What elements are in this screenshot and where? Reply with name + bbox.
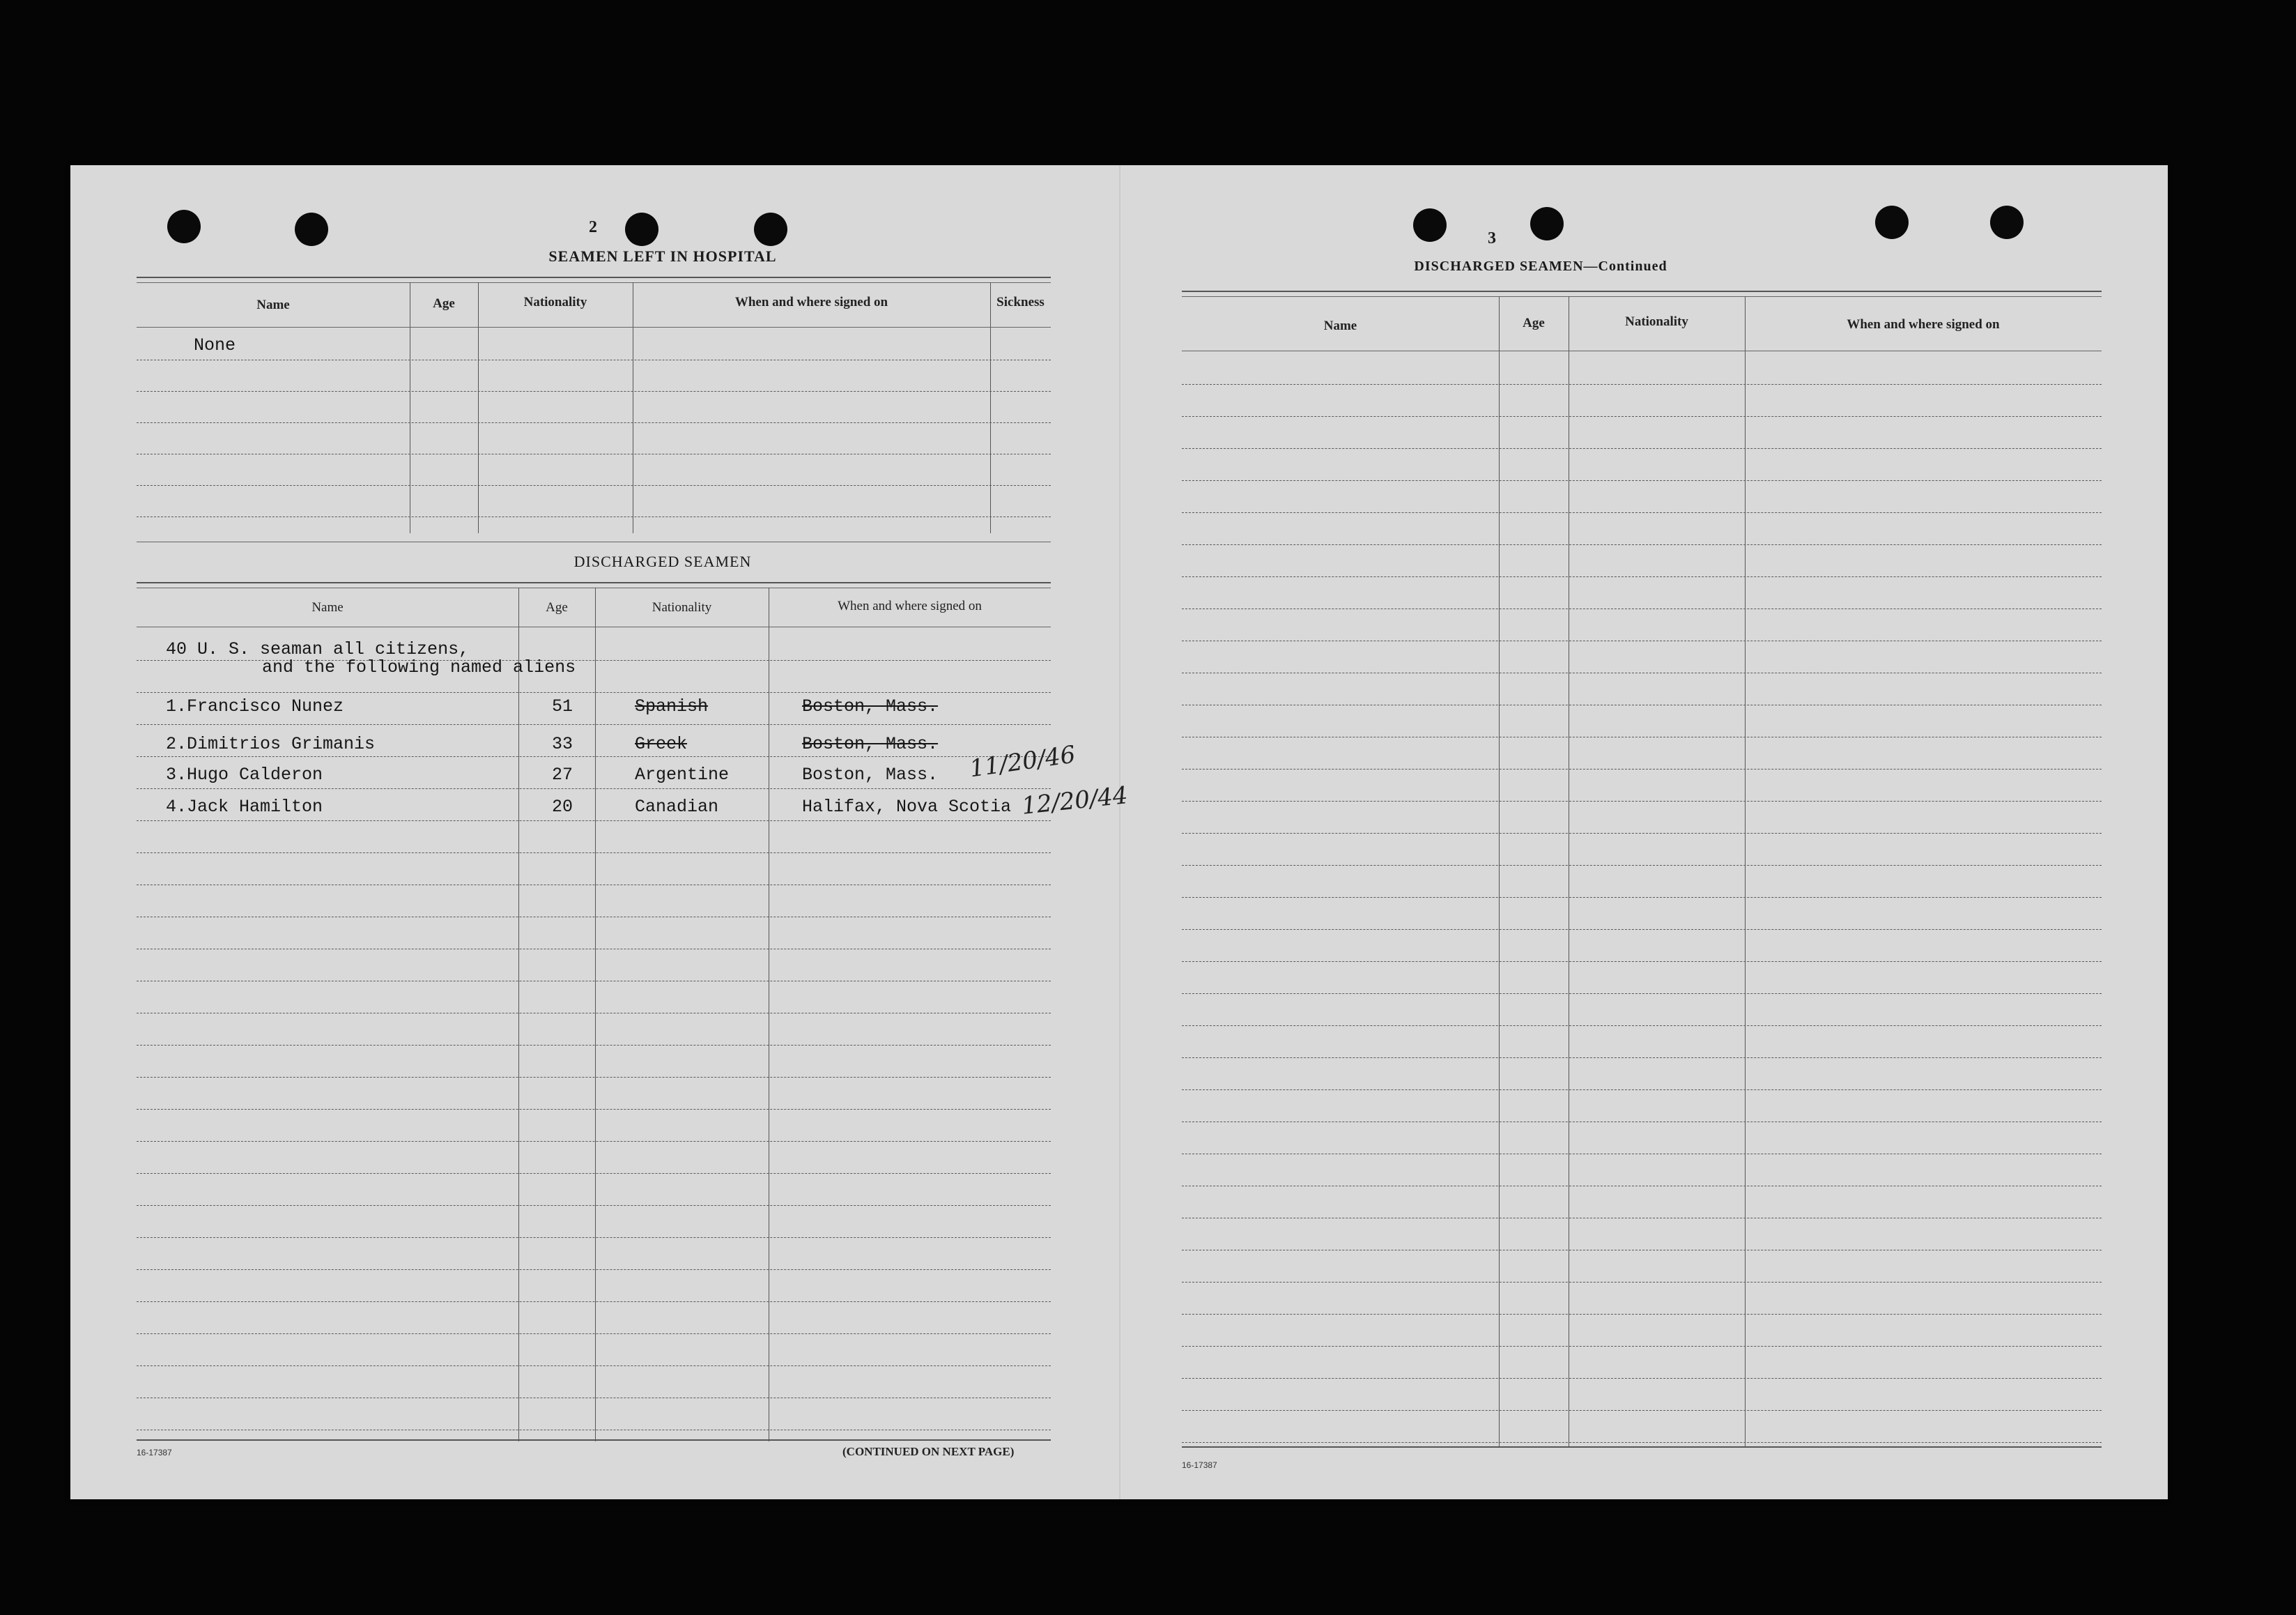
continued-col-name: Name: [1323, 319, 1357, 333]
seaman-signed-on: Boston, Mass.: [802, 734, 939, 754]
hospital-col-signed-on: When and where signed on: [734, 295, 888, 309]
table-row: [1182, 544, 2102, 577]
form-number-right: 16-17387: [1182, 1460, 1217, 1470]
table-row: [1182, 416, 2102, 449]
table-row: [1182, 1057, 2102, 1090]
seaman-signed-on: Boston, Mass.: [802, 696, 939, 717]
continued-col-age: Age: [1523, 316, 1545, 330]
document-sheet: [70, 165, 2168, 1499]
discharged-col-age: Age: [546, 600, 568, 615]
table-row: [1182, 448, 2102, 481]
table-row: [1182, 576, 2102, 609]
seaman-signed-on: Boston, Mass.: [802, 765, 939, 785]
handwritten-date-1: 11/20/46: [967, 740, 1077, 783]
discharged-section-title: DISCHARGED SEAMEN: [573, 553, 752, 570]
table-row: [137, 885, 1051, 917]
discharged-continued-table: [1182, 291, 2102, 1441]
punch-hole: [167, 210, 201, 243]
table-row: [1182, 1025, 2102, 1058]
seaman-signed-on: Halifax, Nova Scotia: [802, 797, 1012, 817]
seaman-name: 4.Jack Hamilton: [166, 797, 323, 817]
hospital-col-sickness: Sickness: [996, 295, 1045, 309]
table-row: [1182, 352, 2102, 385]
table-row: [137, 391, 1051, 423]
continued-col-nationality: Nationality: [1625, 314, 1688, 329]
form-number-left: 16-17387: [137, 1448, 172, 1457]
table-row: [1182, 1250, 2102, 1283]
intro-line-2: and the following named aliens: [262, 657, 576, 678]
continued-note: (CONTINUED ON NEXT PAGE): [842, 1445, 1015, 1458]
table-row: [1182, 833, 2102, 866]
table-row: [1182, 1282, 2102, 1315]
table-row: [1182, 961, 2102, 994]
table-row: [137, 917, 1051, 949]
hospital-col-nationality: Nationality: [523, 295, 587, 309]
table-row: [137, 1141, 1051, 1174]
table-row: [1182, 1314, 2102, 1347]
table-row: [1182, 384, 2102, 417]
table-row: [1182, 1346, 2102, 1379]
table-row: [1182, 801, 2102, 834]
table-row: [137, 1269, 1051, 1302]
seaman-nationality: Argentine: [635, 765, 730, 785]
table-row: [1182, 1186, 2102, 1218]
seaman-age: 51: [552, 696, 573, 717]
table-row: [1182, 673, 2102, 705]
hospital-section-title: SEAMEN LEFT IN HOSPITAL: [548, 247, 777, 265]
table-row: [137, 1301, 1051, 1334]
page-fold: [1119, 165, 1120, 1499]
table-row: [1182, 1410, 2102, 1443]
table-row: [137, 852, 1051, 885]
hospital-entry-none: None: [194, 335, 236, 355]
table-row: [1182, 865, 2102, 898]
table-row: [1182, 1218, 2102, 1250]
table-row: [137, 820, 1051, 853]
table-row: [137, 1237, 1051, 1270]
table-row: [137, 328, 1051, 360]
table-row: [1182, 993, 2102, 1026]
table-row: [137, 1365, 1051, 1398]
table-row: [1182, 1089, 2102, 1122]
discharged-table: [137, 582, 1130, 1446]
table-row: [1182, 641, 2102, 673]
seaman-name: 2.Dimitrios Grimanis: [166, 734, 376, 754]
table-row: [137, 1013, 1051, 1046]
table-row: [137, 360, 1051, 392]
table-row: [1182, 929, 2102, 962]
discharged-col-signed-on: When and where signed on: [838, 599, 982, 613]
table-row: [137, 1205, 1051, 1238]
table-row: [1182, 897, 2102, 930]
table-row: [1182, 480, 2102, 513]
table-row: [1182, 1154, 2102, 1186]
continued-col-signed-on: When and where signed on: [1847, 317, 2000, 332]
table-row: [137, 1333, 1051, 1366]
table-row: [137, 1077, 1051, 1110]
table-row: [1182, 512, 2102, 545]
seaman-age: 20: [552, 797, 573, 817]
discharged-col-nationality: Nationality: [652, 600, 712, 615]
punch-hole: [1875, 206, 1909, 239]
table-row: [137, 981, 1051, 1013]
table-row: [137, 1109, 1051, 1142]
table-row: [137, 485, 1051, 517]
seaman-name: 1.Francisco Nunez: [166, 696, 344, 717]
punch-hole: [754, 213, 787, 246]
seaman-nationality: Canadian: [635, 797, 719, 817]
punch-hole: [1413, 208, 1447, 242]
punch-hole: [625, 213, 658, 246]
intro-line-1: 40 U. S. seaman all citizens,: [166, 639, 470, 659]
seaman-nationality: Spanish: [635, 696, 709, 717]
table-row: [137, 1173, 1051, 1206]
table-row: [137, 1398, 1051, 1430]
seaman-age: 27: [552, 765, 573, 785]
table-row: [1182, 705, 2102, 737]
table-row: [1182, 609, 2102, 641]
handwritten-date-2: 12/20/44: [1020, 781, 1130, 820]
punch-hole: [295, 213, 328, 246]
hospital-col-name: Name: [256, 298, 290, 312]
table-row: [137, 422, 1051, 454]
seaman-nationality: Greek: [635, 734, 688, 754]
table-row: [1182, 737, 2102, 770]
punch-hole: [1530, 207, 1564, 240]
table-row: [1182, 1122, 2102, 1154]
table-row: [137, 454, 1051, 486]
table-row: [137, 1045, 1051, 1078]
table-row: [1182, 769, 2102, 802]
page-number-right: 3: [1488, 229, 1496, 247]
table-row: [1182, 1378, 2102, 1411]
punch-hole: [1990, 206, 2024, 239]
discharged-continued-title: DISCHARGED SEAMEN—Continued: [1414, 259, 1667, 274]
seaman-age: 33: [552, 734, 573, 754]
hospital-col-age: Age: [433, 296, 455, 311]
discharged-col-name: Name: [311, 600, 344, 615]
seaman-name: 3.Hugo Calderon: [166, 765, 323, 785]
page-number-left: 2: [589, 218, 597, 236]
table-row: [137, 949, 1051, 981]
